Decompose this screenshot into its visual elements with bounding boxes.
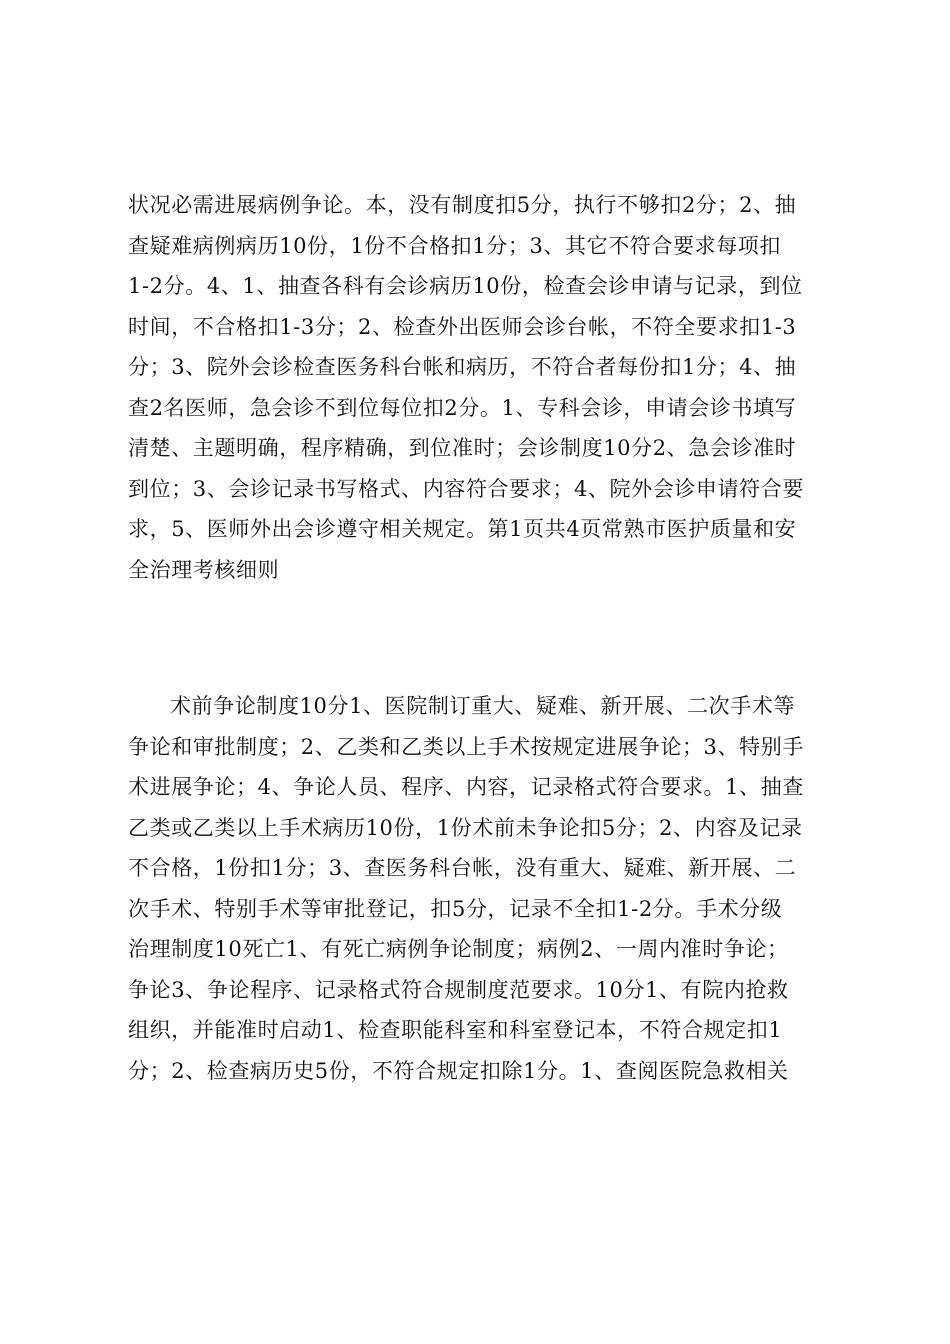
text-line: 组织，并能准时启动1、检查职能科室和科室登记本，不符合规定扣1 [128, 1018, 783, 1042]
text-line: 术进展争论；4、争论人员、程序、内容，记录格式符合要求。1、抽查 [128, 775, 804, 799]
text-line: 分；3、院外会诊检查医务科台帐和病历，不符合者每份扣1分；4、抽 [128, 355, 797, 379]
text-line: 不合格，1份扣1分；3、查医务科台帐，没有重大、疑难、新开展、二 [128, 856, 797, 880]
text-line: 争论和审批制度；2、乙类和乙类以上手术按规定进展争论；3、特别手 [128, 734, 804, 759]
text-line: 状况必需进展病例争论。本，没有制度扣5分，执行不够扣2分；2、抽 [128, 193, 797, 217]
text-line: 全治理考核细则 [128, 557, 280, 582]
text-line: 求，5、医师外出会诊遵守相关规定。第1页共4页常熟市医护质量和安 [128, 517, 797, 541]
text-line-indented: 术前争论制度10分1、医院制订重大、疑难、新开展、二次手术等 [170, 694, 796, 718]
text-line: 次手术、特别手术等审批登记，扣5分，记录不全扣1-2分。手术分级 [128, 896, 783, 921]
text-line: 分；2、检查病历史5份，不符合规定扣除1分。1、查阅医院急救相关 [128, 1058, 789, 1083]
paragraph-1 [128, 185, 828, 590]
text-line: 查2名医师，急会诊不到位每位扣2分。1、专科会诊，申请会诊书填写 [128, 395, 797, 420]
text-line: 到位；3、会诊记录书写格式、内容符合要求；4、院外会诊申请符合要 [128, 476, 804, 501]
text-line: 争论3、争论程序、记录格式符合规制度范要求。10分1、有院内抢救 [128, 977, 789, 1002]
text-line: 时间，不合格扣1-3分；2、检查外出医师会诊台帐，不符全要求扣1-3 [128, 314, 797, 339]
text-line: 乙类或乙类以上手术病历10份，1份术前未争论扣5分；2、内容及记录 [128, 815, 803, 840]
text-line: 治理制度10死亡1、有死亡病例争论制度；病例2、一周内准时争论； [128, 937, 789, 961]
paragraph-2 [128, 686, 828, 1091]
text-line: 查疑难病例病历10份，1份不合格扣1分；3、其它不符合要求每项扣 [128, 233, 782, 258]
text-line: 清楚、主题明确，程序精确，到位准时；会诊制度10分2、急会诊准时 [128, 436, 797, 460]
text-line: 1-2分。4、1、抽查各科有会诊病历10份，检查会诊申请与记录，到位 [128, 274, 803, 298]
